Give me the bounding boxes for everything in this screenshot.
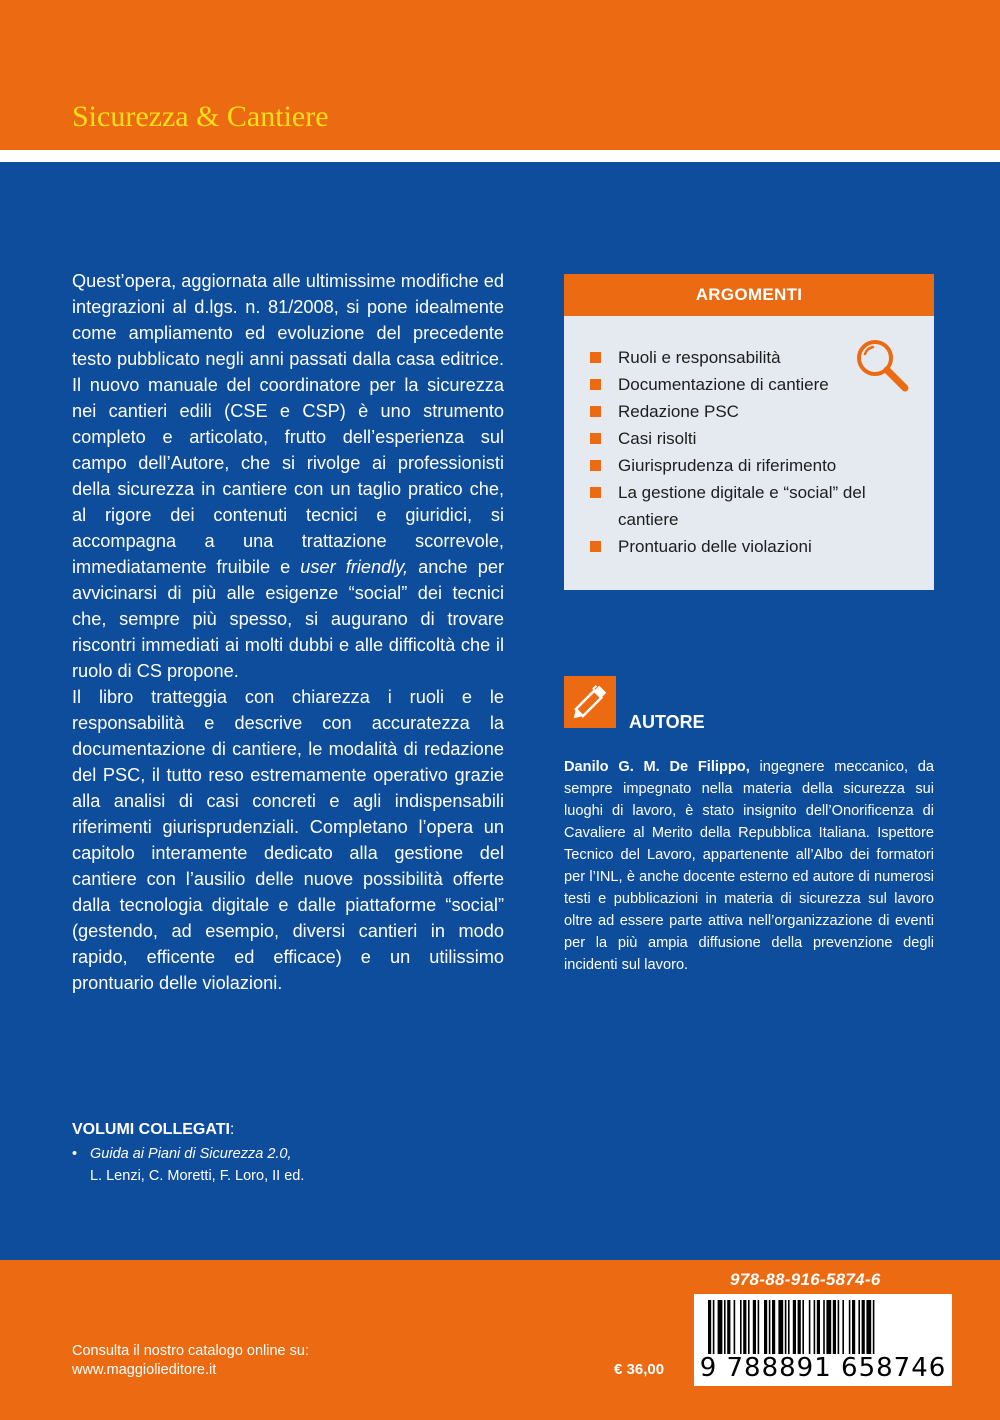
barcode-bar — [748, 1300, 750, 1354]
barcode-bar — [833, 1300, 836, 1354]
barcode-bar — [814, 1300, 816, 1354]
barcode-bar — [838, 1300, 840, 1354]
barcode-bar — [724, 1300, 726, 1354]
barcode-bar — [826, 1300, 831, 1354]
barcode-bar — [862, 1300, 865, 1354]
author-name: Danilo G. M. De Filippo, — [564, 759, 750, 775]
topics-box — [564, 274, 934, 590]
barcode-digits: 9 788891 658746 — [699, 1353, 947, 1383]
catalog-notice: Consulta il nostro catalogo online su: www.maggiolieditore.it — [72, 1343, 309, 1378]
barcode-bar — [817, 1300, 820, 1354]
topic-item: Giurisprudenza di riferimento — [588, 452, 898, 479]
barcode-bar — [793, 1300, 796, 1354]
barcode-bar — [708, 1300, 711, 1354]
magnifier-icon — [853, 336, 911, 394]
topic-item: Casi risolti — [588, 425, 898, 452]
topic-item: Prontuario delle violazioni — [588, 533, 898, 560]
related-volumes-list — [72, 1143, 304, 1187]
square-bullet-icon — [590, 487, 601, 498]
pen-icon — [564, 676, 616, 728]
topic-item: Ruoli e responsabilità — [588, 344, 898, 371]
square-bullet-icon — [590, 460, 601, 471]
barcode-bar — [798, 1300, 801, 1354]
barcode-bar — [718, 1300, 723, 1354]
barcode — [694, 1294, 952, 1386]
barcode-bars — [708, 1300, 938, 1354]
barcode-bar — [758, 1300, 760, 1354]
topic-item: La gestione digitale e “social” del cantiere — [588, 479, 898, 533]
related-volume-title: Guida ai Piani di Sicurezza 2.0, — [90, 1146, 292, 1162]
barcode-bar — [772, 1300, 775, 1354]
publisher-website-link[interactable]: www.maggiolieditore.it — [72, 1362, 217, 1378]
barcode-bar — [740, 1300, 742, 1354]
barcode-bar — [734, 1300, 736, 1354]
price: € 36,00 — [614, 1361, 665, 1378]
barcode-bar — [713, 1300, 715, 1354]
related-volumes-heading: VOLUMI COLLEGATI: — [72, 1121, 235, 1138]
related-volume-item — [72, 1143, 304, 1187]
related-volume-authors: L. Lenzi, C. Moretti, F. Loro, II ed. — [90, 1168, 305, 1184]
series-title: Sicurezza & Cantiere — [72, 100, 329, 133]
square-bullet-icon — [590, 406, 601, 417]
barcode-bar — [852, 1300, 855, 1354]
topic-item: Documentazione di cantiere — [588, 371, 898, 398]
barcode-bar — [764, 1300, 767, 1354]
square-bullet-icon — [590, 541, 601, 552]
barcode-bar — [842, 1300, 844, 1354]
barcode-bar — [823, 1300, 825, 1354]
isbn-number: 978-88-916-5874-6 — [730, 1270, 881, 1289]
divider-line — [0, 150, 1000, 162]
barcode-bar — [849, 1300, 851, 1354]
topic-item: Redazione PSC — [588, 398, 898, 425]
square-bullet-icon — [590, 352, 601, 363]
barcode-bar — [873, 1300, 875, 1354]
topics-list — [588, 344, 898, 560]
barcode-bar — [802, 1300, 804, 1354]
barcode-bar — [778, 1300, 783, 1354]
description-emphasis: user friendly, — [300, 557, 409, 577]
barcode-bar — [743, 1300, 746, 1354]
barcode-bar — [866, 1300, 871, 1354]
author-bio: Danilo G. M. De Filippo, ingegnere meccanico, da sempre impegnato nella materia della sicurezza sui luoghi di lavoro, è stato insignito dell’Onorificenza di Cavaliere al Merito della Repubblica Italiana. Ispettore Tecnico del Lavoro, appartenente all’Albo dei formatori per l’INL, è anche docente esterno ed autore di numerosi testi e pubblicazioni in materia di sicurezza sul lavoro oltre ad essere parte attiva nell’organizzazione di eventi per la più ampia diffusione della prevenzione degli incidenti sul lavoro. — [564, 759, 934, 973]
description-paragraph-1: Quest’opera, aggiornata alle ultimissime modifiche ed integrazioni al d.lgs. n. 81/2008, si pone idealmente come ampliamento ed evoluzione del precedente testo pubblicato negli anni passati dalla casa editrice. Il nuovo manuale del coordinatore per la sicurezza nei cantieri edili (CSE e CSP) è uno strumento completo e articolato, frutto dell’esperienza sul campo dell’Autore, che si rivolge ai professionisti della sicurezza in cantiere con un taglio pratico che, al rigore dei contenuti tecnici e giuridici, si accompagna a una trattazione scorrevole, immediatamente fruibile e user friendly, anche per avvicinarsi di più alle esigenze “social” dei tecnici che, sempre più spesso, si augurano di trovare riscontri immediati ai molti dubbi e alle difficoltà che il ruolo di CS propone. — [72, 271, 505, 681]
barcode-bar — [753, 1300, 756, 1354]
square-bullet-icon — [590, 433, 601, 444]
author-heading: AUTORE — [629, 712, 705, 732]
barcode-bar — [788, 1300, 790, 1354]
barcode-bar — [785, 1300, 787, 1354]
barcode-bar — [727, 1300, 730, 1354]
topics-heading: ARGOMENTI — [564, 274, 934, 316]
barcode-bar — [858, 1300, 860, 1354]
description-paragraph-2: Il libro tratteggia con chiarezza i ruoli e le responsabilità e descrive con accuratezza la documentazione di cantiere, le modalità di redazione del PSC, il tutto reso estremamente operativo grazie alla analisi di casi concreti e agli indispensabili riferimenti giurisprudenziali. Completano l’opera un capitolo interamente dedicato alla gestione del cantiere con l’ausilio delle nuove possibilità offerte dalla tecnologia digitale e dalle piattaforme “social” (gestendo, ad esempio, diversi cantieri in modo rapido, efficente ed efficace) e un utilissimo prontuario delle violazioni. — [72, 687, 504, 993]
barcode-bar — [809, 1300, 811, 1354]
barcode-bar — [769, 1300, 771, 1354]
book-description — [72, 268, 504, 996]
bullet-dot: • — [72, 1146, 78, 1162]
square-bullet-icon — [590, 379, 601, 390]
